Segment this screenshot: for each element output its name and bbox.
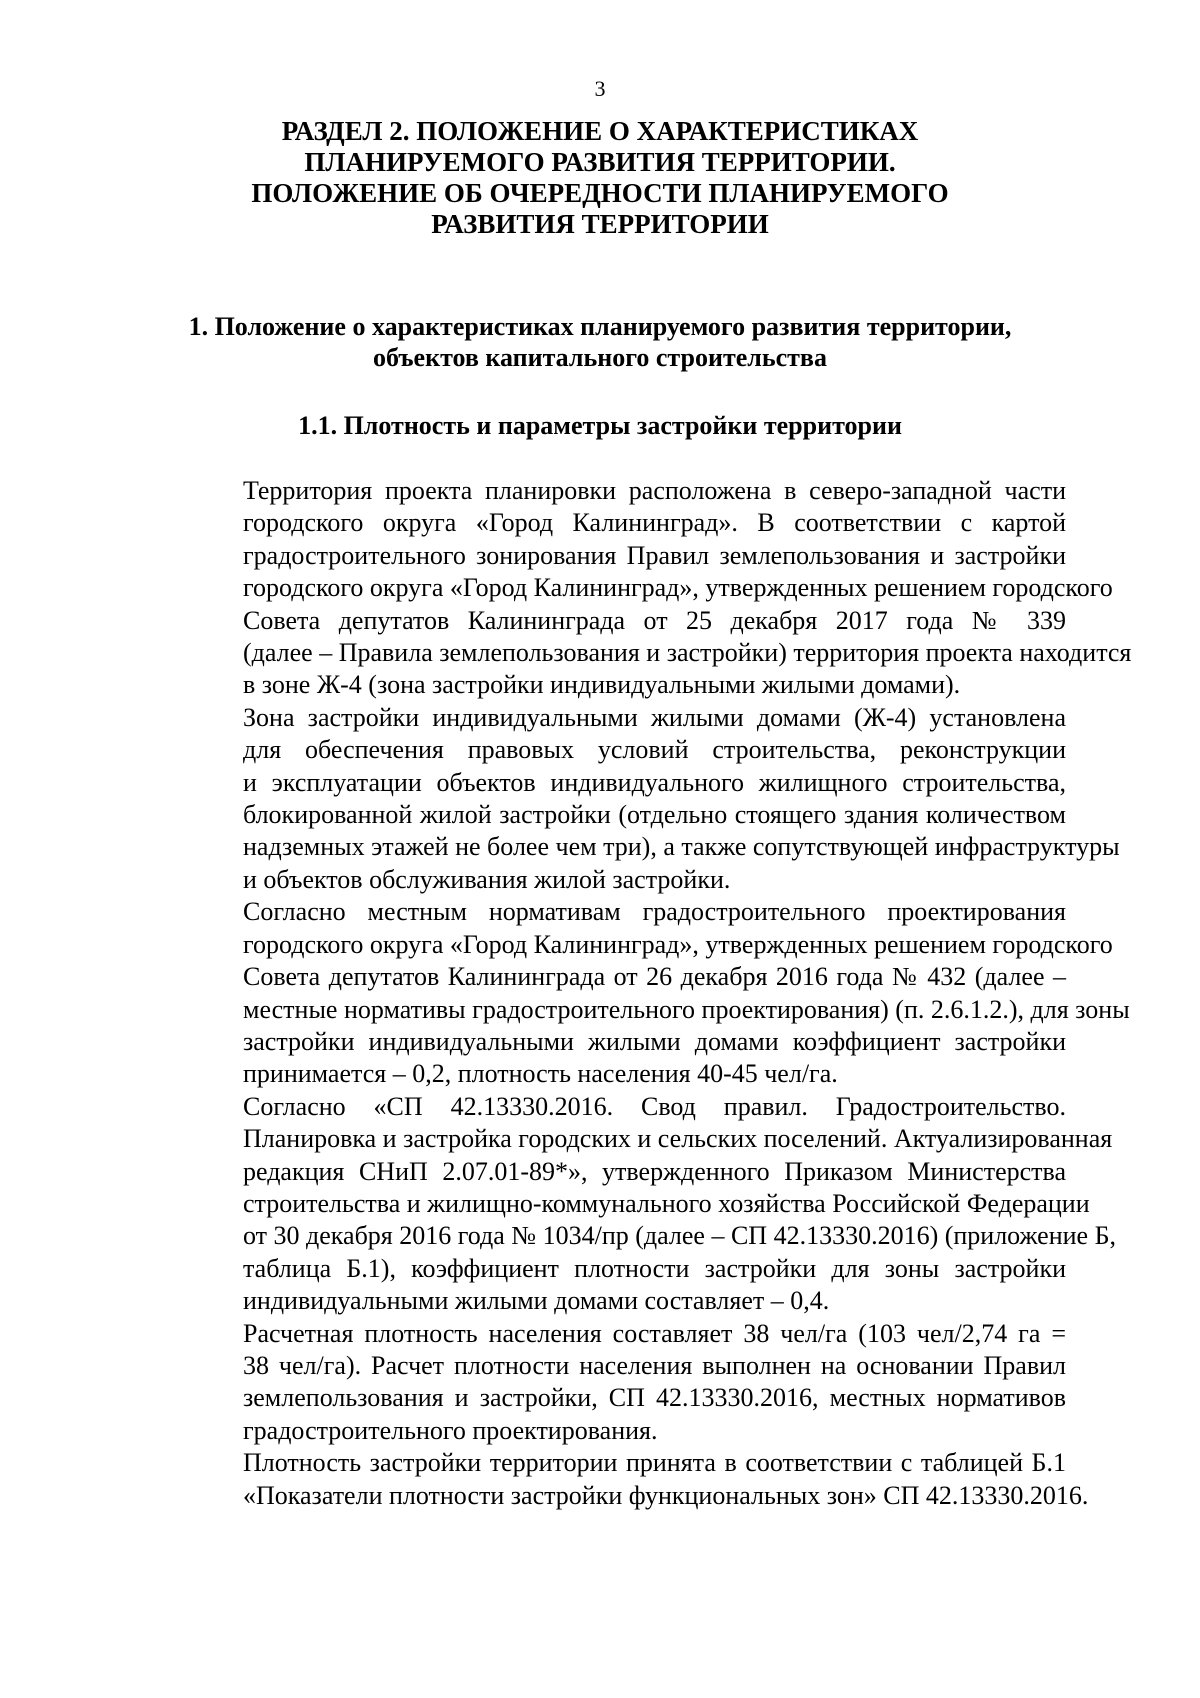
text-line: индивидуальными жилыми домами составляет – 0,4. xyxy=(243,1286,830,1316)
text-line: от 30 декабря 2016 года № 1034/пр (далее – СП 42.13330.2016) (приложение Б, xyxy=(243,1221,1116,1251)
text-line: Совета депутатов Калининграда от 26 декабря 2016 года № 432 (далее – xyxy=(243,962,1066,992)
paragraph xyxy=(173,475,1132,702)
text-line: для обеспечения правовых условий строительства, реконструкции xyxy=(243,735,1066,765)
text-line: Плотность застройки территории принята в соответствии с таблицей Б.1 xyxy=(243,1448,1066,1478)
text-line: городского округа «Город Калининград», утвержденных решением городского xyxy=(243,573,1113,603)
text-line: 38 чел/га). Расчет плотности населения выполнен на основании Правил xyxy=(243,1350,1066,1380)
paragraph xyxy=(173,702,1120,896)
text-line: местные нормативы градостроительного проектирования) (п. 2.6.1.2.), для зоны xyxy=(243,994,1130,1024)
text-line: принимается – 0,2, плотность населения 40-45 чел/га. xyxy=(243,1059,838,1089)
text-line: в зоне Ж-4 (зона застройки индивидуальными жилыми домами). xyxy=(243,670,961,700)
text-line: и эксплуатации объектов индивидуального жилищного строительства, xyxy=(243,767,1066,797)
text-line: Совета депутатов Калининграда от 25 декабря 2017 года № 339 xyxy=(243,605,1066,635)
text-line: городского округа «Город Калининград». В соответствии с картой xyxy=(243,508,1066,538)
section-title-line: ПОЛОЖЕНИЕ ОБ ОЧЕРЕДНОСТИ ПЛАНИРУЕМОГО xyxy=(251,178,949,208)
text-line: Расчетная плотность населения составляет 38 чел/га (103 чел/2,74 га = xyxy=(243,1318,1066,1348)
paragraph xyxy=(173,1091,1116,1318)
body-text xyxy=(173,475,1132,1512)
text-line: таблица Б.1), коэффициент плотности застройки для зоны застройки xyxy=(243,1253,1066,1283)
text-line: Территория проекта планировки расположена в северо-западной части xyxy=(243,476,1066,505)
text-line: «Показатели плотности застройки функциональных зон» СП 42.13330.2016. xyxy=(243,1480,1089,1510)
text-line: строительства и жилищно-коммунального хозяйства Российской Федерации xyxy=(243,1188,1090,1218)
text-line: Зона застройки индивидуальными жилыми домами (Ж-4) установлена xyxy=(243,702,1066,732)
text-line: редакция СНиП 2.07.01-89*», утвержденного Приказом Министерства xyxy=(243,1156,1066,1186)
text-line: Согласно «СП 42.13330.2016. Свод правил. Градостроительство. xyxy=(243,1091,1066,1121)
text-line: градостроительного зонирования Правил землепользования и застройки xyxy=(243,540,1066,570)
subsection-heading xyxy=(120,311,1080,373)
paragraph xyxy=(173,1447,1089,1512)
text-line: городского округа «Город Калининград», утвержденных решением городского xyxy=(243,929,1113,959)
paragraph xyxy=(173,1318,1066,1448)
sub-subsection-heading-line: 1.1. Плотность и параметры застройки территории xyxy=(298,411,902,440)
page-number: 3 xyxy=(594,76,606,101)
sub-subsection-heading xyxy=(120,410,1080,441)
text-line: застройки индивидуальными жилыми домами коэффициент застройки xyxy=(243,1026,1066,1056)
paragraph xyxy=(173,896,1130,1090)
subsection-heading-line: объектов капитального строительства xyxy=(373,343,827,372)
text-line: (далее – Правила землепользования и застройки) территория проекта находится xyxy=(243,638,1132,668)
text-line: и объектов обслуживания жилой застройки. xyxy=(243,864,731,894)
section-title-line: РАЗДЕЛ 2. ПОЛОЖЕНИЕ О ХАРАКТЕРИСТИКАХ xyxy=(281,116,919,146)
subsection-heading-line: 1. Положение о характеристиках планируемого развития территории, xyxy=(188,312,1012,341)
text-line: градостроительного проектирования. xyxy=(243,1415,658,1445)
text-line: Планировка и застройка городских и сельских поселений. Актуализированная xyxy=(243,1124,1113,1154)
text-line: землепользования и застройки, СП 42.13330.2016, местных нормативов xyxy=(243,1383,1066,1413)
text-line: блокированной жилой застройки (отдельно стоящего здания количеством xyxy=(243,800,1066,830)
text-line: надземных этажей не более чем три), а также сопутствующей инфраструктуры xyxy=(243,832,1120,862)
section-title-line: РАЗВИТИЯ ТЕРРИТОРИИ xyxy=(431,209,769,239)
text-line: Согласно местным нормативам градостроительного проектирования xyxy=(243,897,1066,927)
section-title xyxy=(120,116,1080,240)
section-title-line: ПЛАНИРУЕМОГО РАЗВИТИЯ ТЕРРИТОРИИ. xyxy=(304,147,896,177)
